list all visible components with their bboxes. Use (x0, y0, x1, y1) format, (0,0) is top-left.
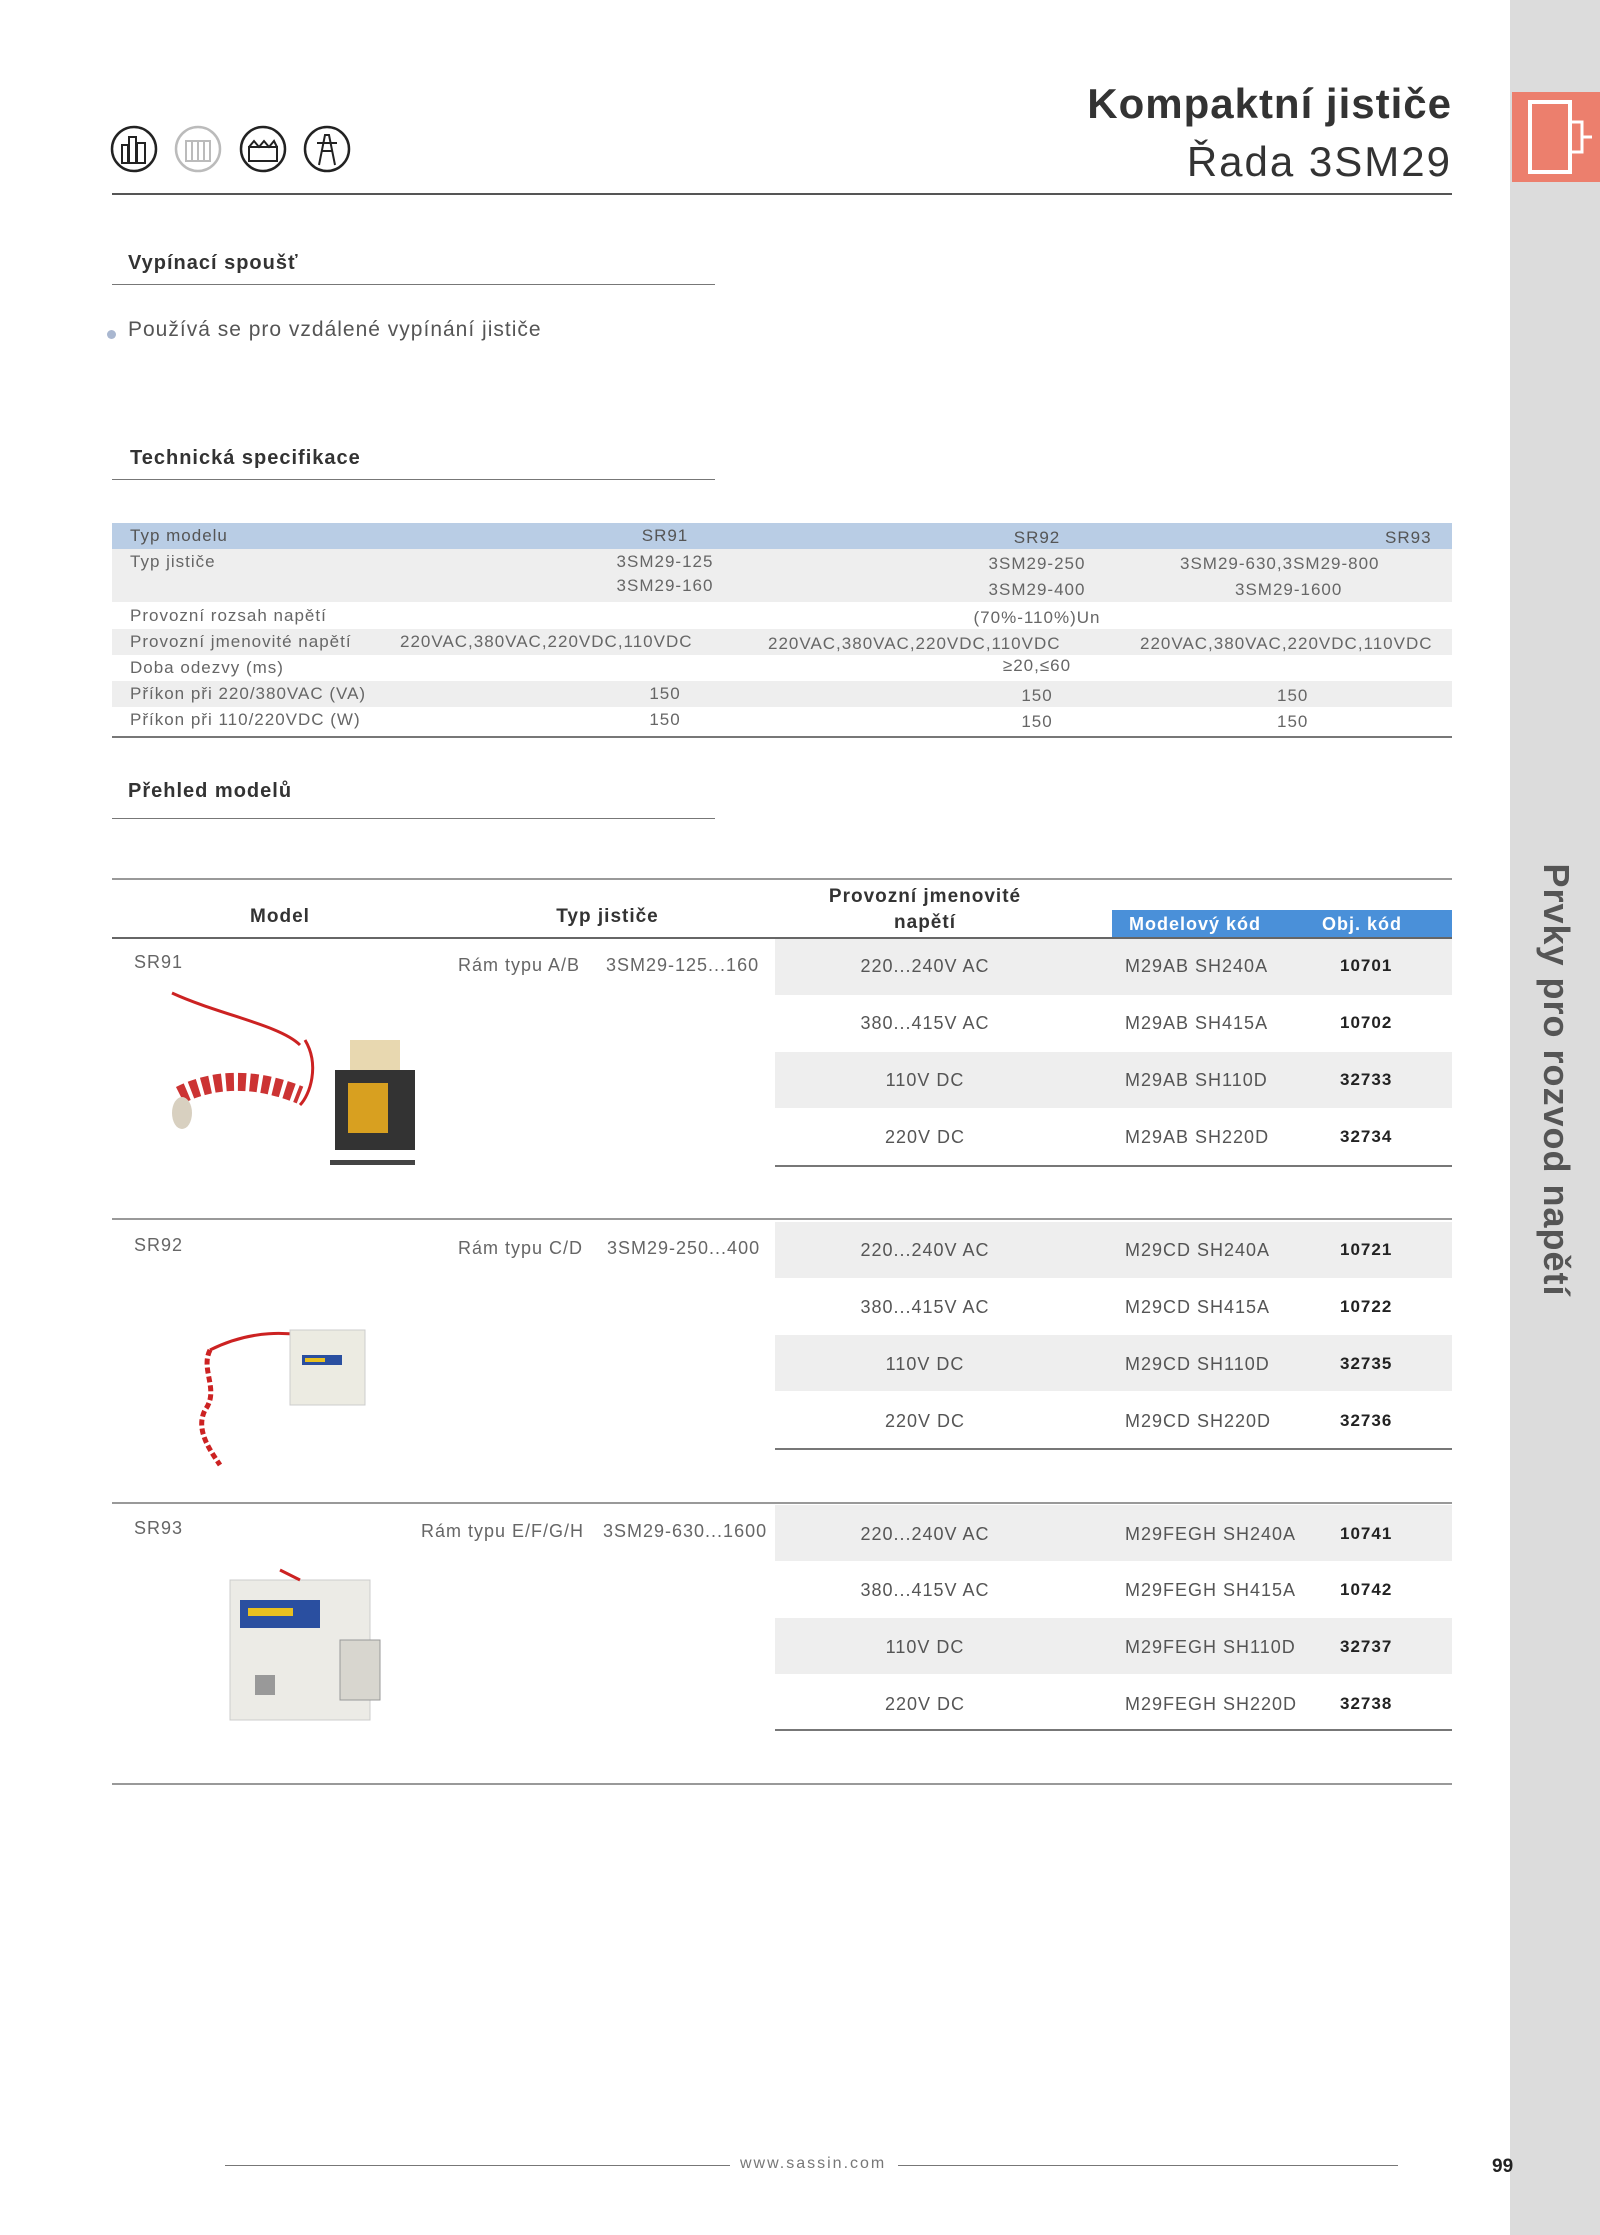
section-divider (112, 479, 715, 480)
section-tab (1512, 92, 1600, 182)
spec-label: Doba odezvy (ms) (130, 658, 284, 677)
spec-row (112, 681, 1452, 707)
order-code-cell: 32736 (1340, 1411, 1393, 1430)
spec-value: 3SM29-125 (616, 552, 714, 571)
section-title-spec: Technická specifikace (130, 447, 361, 469)
spec-label: Příkon při 220/380VAC (VA) (130, 684, 367, 703)
group-divider (112, 1502, 1452, 1504)
model-name: SR91 (134, 952, 184, 972)
spec-row (112, 603, 1452, 629)
section-divider (112, 818, 715, 819)
factory-icon (239, 125, 287, 173)
model-code-cell: M29FEGH SH220D (1125, 1694, 1298, 1714)
page-title: Kompaktní jističe (1087, 80, 1452, 127)
spec-value: 150 (1277, 712, 1309, 731)
spec-value: 3SM29-1600 (1235, 580, 1343, 599)
sr92-product-image (180, 1300, 400, 1470)
spec-value: 220VAC,380VAC,220VDC,110VDC (400, 632, 693, 651)
footer-url[interactable]: www.sassin.com (740, 2155, 887, 2172)
sr93-product-image (200, 1560, 420, 1750)
frame-type: Rám typu A/B (458, 955, 581, 975)
spec-row (112, 655, 1452, 681)
group-end-line (775, 1448, 1452, 1450)
model-code-cell: M29CD SH110D (1125, 1354, 1270, 1374)
voltage-cell: 220...240V AC (860, 1524, 990, 1544)
section-title-release: Vypínací spoušť (128, 252, 299, 274)
sr91-product-image (160, 985, 450, 1185)
industrial-icon (174, 125, 222, 173)
voltage-cell: 110V DC (885, 1354, 965, 1374)
spec-table-bottom (112, 736, 1452, 738)
voltage-cell: 220V DC (884, 1694, 966, 1714)
col-head-model: Model (250, 906, 310, 927)
order-code-cell: 32734 (1340, 1127, 1393, 1146)
order-code-cell: 10701 (1340, 956, 1393, 975)
spec-value: 150 (649, 710, 681, 729)
breaker-range: 3SM29-125...160 (606, 955, 760, 975)
spec-value: 3SM29-630,3SM29-800 (1180, 554, 1380, 573)
col-head-voltage: Provozní jmenovité napětí (828, 886, 1022, 933)
group-end-line (775, 1165, 1452, 1167)
section-divider (112, 284, 715, 285)
model-name: SR92 (134, 1235, 184, 1255)
footer-line (898, 2165, 1398, 2166)
order-code-cell: 32733 (1340, 1070, 1393, 1089)
spec-value: 220VAC,380VAC,220VDC,110VDC (768, 634, 1061, 653)
code-header (1112, 910, 1452, 938)
frame-type: Rám typu C/D (458, 1238, 584, 1258)
spec-label: Provozní rozsah napětí (130, 606, 327, 625)
group-end-line (775, 1729, 1452, 1731)
breaker-range: 3SM29-250...400 (607, 1238, 761, 1258)
model-code-cell: M29FEGH SH110D (1125, 1637, 1296, 1657)
spec-value: 3SM29-250 (988, 554, 1086, 573)
spec-value: SR92 (1013, 528, 1061, 547)
spec-value: ≥20,≤60 (1002, 656, 1072, 675)
order-code-cell: 32738 (1340, 1694, 1393, 1713)
page-number: 99 (1492, 2156, 1514, 2177)
spec-value: 150 (1277, 686, 1309, 705)
spec-value: 220VAC,380VAC,220VDC,110VDC (1140, 634, 1433, 653)
overview-top-line (112, 878, 1452, 880)
sidebar-label: Prvky pro rozvod napětí (1536, 863, 1577, 1297)
order-code-cell: 10702 (1340, 1013, 1393, 1032)
voltage-cell: 220...240V AC (860, 956, 990, 976)
group-divider (112, 1218, 1452, 1220)
col-head-type: Typ jističe (556, 906, 659, 927)
order-code-cell: 32735 (1340, 1354, 1393, 1373)
order-code-cell: 32737 (1340, 1637, 1393, 1656)
footer-line (225, 2165, 730, 2166)
spec-value: SR91 (641, 526, 689, 545)
spec-label: Typ modelu (130, 526, 228, 545)
breaker-range: 3SM29-630...1600 (603, 1521, 768, 1541)
model-code-cell: M29AB SH240A (1125, 956, 1269, 976)
model-code-cell: M29FEGH SH415A (1125, 1580, 1297, 1600)
spec-value: SR93 (1385, 528, 1432, 547)
application-icons (110, 125, 363, 178)
order-code-cell: 10722 (1340, 1297, 1393, 1316)
tower-icon (303, 125, 351, 173)
voltage-cell: 380...415V AC (860, 1013, 990, 1033)
voltage-cell: 220V DC (884, 1411, 966, 1431)
col-head-code: Modelový kód (1129, 914, 1262, 934)
frame-type: Rám typu E/F/G/H (421, 1521, 585, 1541)
spec-value: (70%-110%)Un (973, 608, 1101, 627)
voltage-cell: 220...240V AC (860, 1240, 990, 1260)
spec-value: 150 (1021, 686, 1053, 705)
spec-label: Typ jističe (130, 552, 216, 571)
spec-value: 150 (1021, 712, 1053, 731)
spec-row (112, 549, 1452, 602)
model-code-cell: M29CD SH240A (1125, 1240, 1271, 1260)
page-subtitle: Řada 3SM29 (1186, 138, 1452, 185)
voltage-cell: 110V DC (885, 1637, 965, 1657)
spec-row (112, 629, 1452, 655)
spec-label: Příkon při 110/220VDC (W) (130, 710, 361, 729)
section-title-overview: Přehled modelů (128, 780, 293, 802)
bullet-icon (107, 330, 116, 339)
voltage-cell: 220V DC (884, 1127, 966, 1147)
breaker-icon (1512, 92, 1600, 182)
spec-row (112, 523, 1452, 549)
order-code-cell: 10721 (1340, 1240, 1393, 1259)
order-code-cell: 10741 (1340, 1524, 1393, 1543)
spec-label: Provozní jmenovité napětí (130, 632, 352, 651)
voltage-cell: 110V DC (885, 1070, 965, 1090)
model-name: SR93 (134, 1518, 184, 1538)
header-divider (112, 193, 1452, 195)
bullet-text: Používá se pro vzdálené vypínání jističe (128, 318, 542, 341)
spec-value: 3SM29-160 (616, 576, 714, 595)
overview-bottom-line (112, 1783, 1452, 1785)
order-code-cell: 10742 (1340, 1580, 1393, 1599)
model-code-cell: M29AB SH220D (1125, 1127, 1270, 1147)
voltage-cell: 380...415V AC (860, 1297, 990, 1317)
model-code-cell: M29CD SH220D (1125, 1411, 1272, 1431)
building-icon (110, 125, 158, 173)
model-code-cell: M29CD SH415A (1125, 1297, 1271, 1317)
spec-row (112, 707, 1452, 733)
model-code-cell: M29FEGH SH240A (1125, 1524, 1297, 1544)
model-code-cell: M29AB SH415A (1125, 1013, 1269, 1033)
voltage-cell: 380...415V AC (860, 1580, 990, 1600)
col-head-obj: Obj. kód (1322, 914, 1402, 934)
spec-value: 150 (649, 684, 681, 703)
model-code-cell: M29AB SH110D (1125, 1070, 1268, 1090)
spec-value: 3SM29-400 (988, 580, 1086, 599)
